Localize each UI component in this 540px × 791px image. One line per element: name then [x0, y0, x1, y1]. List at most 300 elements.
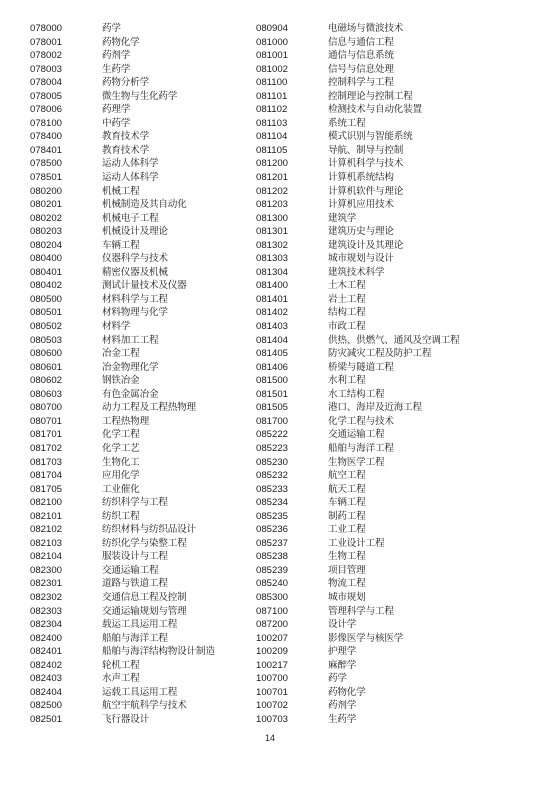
program-name: 项目管理 — [328, 564, 366, 576]
program-row — [30, 103, 215, 117]
program-name: 城市规划 — [328, 591, 366, 603]
program-code: 080603 — [30, 388, 63, 400]
program-code: 085238 — [256, 551, 289, 563]
program-row — [30, 713, 215, 727]
program-name: 建筑历史与理论 — [328, 226, 394, 238]
program-code: 078001 — [30, 36, 63, 48]
program-code: 078006 — [30, 104, 63, 116]
program-row — [256, 63, 460, 77]
program-code: 081104 — [256, 131, 288, 143]
program-row — [30, 428, 215, 442]
program-code: 081401 — [256, 293, 289, 305]
program-code: 080502 — [30, 321, 63, 333]
program-code: 081505 — [256, 402, 289, 414]
program-code: 078005 — [30, 90, 63, 102]
program-code: 081405 — [256, 348, 289, 360]
program-row — [30, 334, 215, 348]
program-name: 计算机应用技术 — [328, 199, 394, 211]
program-name: 桥梁与隧道工程 — [328, 361, 394, 373]
program-name: 药剂学 — [102, 50, 131, 62]
program-code: 080401 — [30, 266, 63, 278]
program-code: 078004 — [30, 77, 63, 89]
program-code: 078100 — [30, 117, 63, 129]
program-name: 生药学 — [328, 713, 357, 725]
program-code: 085223 — [256, 442, 289, 454]
program-name: 道路与铁道工程 — [102, 578, 168, 590]
program-name: 建筑技术科学 — [328, 266, 385, 278]
program-row — [30, 212, 215, 226]
program-code: 080700 — [30, 402, 63, 414]
program-name: 运动人体科学 — [102, 172, 159, 184]
program-code: 082401 — [30, 646, 63, 658]
program-name: 机械制造及其自动化 — [102, 199, 187, 211]
program-code: 081700 — [256, 415, 289, 427]
program-row — [30, 76, 215, 90]
program-code: 080601 — [30, 361, 63, 373]
program-code: 087100 — [256, 605, 289, 617]
program-code: 081403 — [256, 321, 289, 333]
program-code: 085300 — [256, 591, 289, 603]
program-row — [30, 22, 215, 36]
program-row — [256, 428, 460, 442]
program-name: 仪器科学与技术 — [102, 253, 168, 265]
program-code: 078401 — [30, 144, 63, 156]
program-name: 中药学 — [102, 117, 131, 129]
program-row — [256, 185, 460, 199]
program-code: 080203 — [30, 226, 63, 238]
program-row — [256, 76, 460, 90]
program-code: 081702 — [30, 442, 63, 454]
program-name: 载运工具运用工程 — [102, 619, 178, 631]
program-row — [256, 347, 460, 361]
program-row — [256, 415, 460, 429]
program-code: 081002 — [256, 63, 289, 75]
program-row — [30, 361, 215, 375]
program-name: 冶金工程 — [102, 348, 140, 360]
program-row — [256, 252, 460, 266]
program-row — [30, 456, 215, 470]
program-row — [30, 266, 215, 280]
program-name: 机械电子工程 — [102, 212, 159, 224]
program-name: 船舶与海洋结构物设计制造 — [102, 646, 215, 658]
program-code: 082100 — [30, 497, 63, 509]
program-name: 测试计量技术及仪器 — [102, 280, 187, 292]
program-code: 080600 — [30, 348, 63, 360]
program-row — [256, 442, 460, 456]
program-name: 药学 — [102, 23, 121, 34]
program-name: 交通信息工程及控制 — [102, 591, 187, 603]
program-row — [256, 212, 460, 226]
program-row — [30, 645, 215, 659]
program-code: 082402 — [30, 659, 63, 671]
right-program-list — [256, 22, 460, 726]
program-row — [30, 185, 215, 199]
program-name: 建筑学 — [328, 212, 357, 224]
page-number: 14 — [264, 733, 275, 743]
program-row — [256, 90, 460, 104]
program-code: 080202 — [30, 212, 63, 224]
program-row — [256, 144, 460, 158]
program-code: 081201 — [256, 172, 289, 184]
program-row — [256, 469, 460, 483]
program-name: 船舶与海洋工程 — [102, 632, 168, 644]
program-row — [30, 401, 215, 415]
program-name: 计算机软件与理论 — [328, 185, 404, 197]
program-row — [256, 157, 460, 171]
program-row — [30, 591, 215, 605]
program-row — [30, 225, 215, 239]
program-code: 080204 — [30, 239, 63, 251]
program-row — [256, 198, 460, 212]
program-row — [30, 388, 215, 402]
program-name: 机械设计及理论 — [102, 226, 168, 238]
program-row — [30, 293, 215, 307]
program-name: 工程热物理 — [102, 415, 149, 427]
program-row — [256, 686, 460, 700]
program-row — [256, 618, 460, 632]
program-row — [256, 537, 460, 551]
program-row — [256, 36, 460, 50]
program-row — [256, 672, 460, 686]
program-name: 水工结构工程 — [328, 388, 385, 400]
program-row — [256, 577, 460, 591]
program-row — [256, 699, 460, 713]
program-name: 系统工程 — [328, 117, 366, 129]
program-code: 085239 — [256, 564, 289, 576]
program-code: 081704 — [30, 470, 63, 482]
program-name: 航空工程 — [328, 470, 366, 482]
program-name: 供热、供燃气、通风及空调工程 — [328, 334, 460, 346]
program-row — [30, 550, 215, 564]
program-name: 港口、海岸及近海工程 — [328, 402, 422, 414]
program-code: 080201 — [30, 199, 63, 211]
program-code: 080503 — [30, 334, 63, 346]
program-code: 085230 — [256, 456, 289, 468]
program-row — [256, 645, 460, 659]
program-code: 081301 — [256, 226, 289, 238]
program-code: 081200 — [256, 158, 289, 170]
program-name: 药物化学 — [102, 36, 140, 48]
left-program-list — [30, 22, 215, 726]
program-code: 082400 — [30, 632, 63, 644]
program-row — [256, 334, 460, 348]
program-name: 动力工程及工程热物理 — [102, 402, 196, 414]
program-name: 防灾减灾工程及防护工程 — [328, 348, 432, 360]
program-row — [30, 510, 215, 524]
program-row — [30, 632, 215, 646]
program-name: 化学工艺 — [102, 442, 140, 454]
program-code: 082103 — [30, 537, 63, 549]
program-name: 工业催化 — [102, 483, 140, 495]
program-name: 水利工程 — [328, 375, 366, 387]
program-name: 计算机科学与技术 — [328, 158, 404, 170]
program-code: 082404 — [30, 686, 63, 698]
program-name: 微生物与生化药学 — [102, 90, 178, 102]
program-name: 运动人体科学 — [102, 158, 159, 170]
program-name: 结构工程 — [328, 307, 366, 319]
program-row — [256, 632, 460, 646]
program-name: 麻醉学 — [328, 659, 357, 671]
program-code: 081500 — [256, 375, 289, 387]
program-code: 080701 — [30, 415, 63, 427]
program-code: 085222 — [256, 429, 289, 441]
program-code: 081402 — [256, 307, 289, 319]
program-row — [256, 306, 460, 320]
program-row — [256, 550, 460, 564]
program-name: 工业设计工程 — [328, 537, 385, 549]
program-code: 081701 — [30, 429, 63, 441]
program-code: 100701 — [256, 686, 289, 698]
program-name: 有色金属冶金 — [102, 388, 159, 400]
program-name: 生药学 — [102, 63, 131, 75]
program-row — [256, 401, 460, 415]
program-code: 080402 — [30, 280, 63, 292]
program-code: 081103 — [256, 117, 288, 129]
program-row — [256, 564, 460, 578]
program-row — [30, 659, 215, 673]
program-name: 建筑设计及其理论 — [328, 239, 404, 251]
program-row — [256, 171, 460, 185]
program-name: 药物分析学 — [102, 77, 149, 89]
program-name: 材料学 — [102, 321, 131, 333]
program-code: 081000 — [256, 36, 289, 48]
program-row — [256, 239, 460, 253]
program-code: 082303 — [30, 605, 63, 617]
program-row — [30, 63, 215, 77]
program-code: 081203 — [256, 199, 289, 211]
program-name: 船舶与海洋工程 — [328, 442, 394, 454]
program-name: 生物化工 — [102, 456, 140, 468]
program-name: 飞行器设计 — [102, 713, 149, 725]
program-name: 纺织材料与纺织品设计 — [102, 524, 196, 536]
program-name: 模式识别与智能系统 — [328, 131, 413, 143]
program-code: 078000 — [30, 23, 63, 34]
program-code: 085236 — [256, 524, 289, 536]
program-name: 生物医学工程 — [328, 456, 385, 468]
program-name: 应用化学 — [102, 470, 140, 482]
program-row — [256, 225, 460, 239]
program-name: 护理学 — [328, 646, 357, 658]
program-name: 通信与信息系统 — [328, 50, 394, 62]
program-row — [30, 483, 215, 497]
program-name: 机械工程 — [102, 185, 140, 197]
program-code: 085234 — [256, 497, 289, 509]
program-row — [256, 713, 460, 727]
program-code: 085232 — [256, 470, 289, 482]
program-row — [30, 171, 215, 185]
program-name: 材料科学与工程 — [102, 293, 168, 305]
program-name: 计算机系统结构 — [328, 172, 394, 184]
program-name: 交通运输规划与管理 — [102, 605, 187, 617]
program-row — [256, 279, 460, 293]
program-row — [30, 252, 215, 266]
program-name: 信号与信息处理 — [328, 63, 394, 75]
program-row — [30, 49, 215, 63]
program-code: 081703 — [30, 456, 63, 468]
program-code: 078002 — [30, 50, 63, 62]
program-name: 材料物理与化学 — [102, 307, 168, 319]
program-name: 轮机工程 — [102, 659, 140, 671]
program-code: 080500 — [30, 293, 63, 305]
program-name: 教育技术学 — [102, 131, 149, 143]
program-name: 市政工程 — [328, 321, 366, 333]
program-row — [256, 22, 460, 36]
program-code: 080200 — [30, 185, 63, 197]
program-name: 生物工程 — [328, 551, 366, 563]
program-name: 钢铁冶金 — [102, 375, 140, 387]
program-row — [30, 686, 215, 700]
program-row — [256, 523, 460, 537]
program-name: 教育技术学 — [102, 144, 149, 156]
program-code: 082501 — [30, 713, 63, 725]
program-name: 材料加工工程 — [102, 334, 159, 346]
program-row — [30, 374, 215, 388]
program-code: 082101 — [30, 510, 63, 522]
program-code: 081406 — [256, 361, 289, 373]
program-code: 081705 — [30, 483, 63, 495]
program-row — [30, 523, 215, 537]
program-name: 冶金物理化学 — [102, 361, 159, 373]
program-code: 085240 — [256, 578, 289, 590]
program-name: 纺织化学与染整工程 — [102, 537, 187, 549]
program-row — [30, 537, 215, 551]
program-code: 081501 — [256, 388, 289, 400]
program-code: 082304 — [30, 619, 63, 631]
program-name: 纺织科学与工程 — [102, 497, 168, 509]
program-row — [30, 36, 215, 50]
program-code: 082403 — [30, 673, 63, 685]
program-code: 078400 — [30, 131, 63, 143]
program-row — [30, 347, 215, 361]
program-row — [30, 130, 215, 144]
program-row — [256, 103, 460, 117]
program-name: 电磁场与微波技术 — [328, 23, 404, 34]
program-code: 100207 — [256, 632, 289, 644]
program-code: 080602 — [30, 375, 63, 387]
program-row — [30, 90, 215, 104]
program-code: 081102 — [256, 104, 288, 116]
program-name: 药理学 — [102, 104, 131, 116]
program-code: 085237 — [256, 537, 289, 549]
program-row — [256, 605, 460, 619]
program-code: 082500 — [30, 700, 63, 712]
program-name: 交通运输工程 — [328, 429, 385, 441]
program-name: 药剂学 — [328, 700, 357, 712]
program-name: 药物化学 — [328, 686, 366, 698]
program-code: 080904 — [256, 23, 289, 34]
program-row — [30, 469, 215, 483]
program-row — [30, 117, 215, 131]
program-name: 土木工程 — [328, 280, 366, 292]
program-row — [256, 361, 460, 375]
program-row — [256, 320, 460, 334]
program-row — [256, 293, 460, 307]
program-row — [30, 306, 215, 320]
program-name: 设计学 — [328, 619, 357, 631]
program-row — [256, 510, 460, 524]
program-code: 081105 — [256, 144, 288, 156]
program-name: 航天工程 — [328, 483, 366, 495]
program-row — [256, 266, 460, 280]
program-row — [30, 415, 215, 429]
program-name: 影像医学与核医学 — [328, 632, 404, 644]
program-code: 081404 — [256, 334, 289, 346]
program-code: 081304 — [256, 266, 289, 278]
program-row — [30, 239, 215, 253]
program-row — [256, 496, 460, 510]
program-code: 081303 — [256, 253, 289, 265]
program-code: 082104 — [30, 551, 63, 563]
program-name: 药学 — [328, 673, 347, 685]
program-name: 化学工程 — [102, 429, 140, 441]
program-code: 081202 — [256, 185, 289, 197]
program-code: 085233 — [256, 483, 289, 495]
program-row — [30, 699, 215, 713]
program-code: 078003 — [30, 63, 63, 75]
program-row — [256, 374, 460, 388]
program-code: 081001 — [256, 50, 289, 62]
program-name: 纺织工程 — [102, 510, 140, 522]
program-row — [256, 659, 460, 673]
program-row — [256, 388, 460, 402]
program-row — [30, 672, 215, 686]
program-name: 服装设计与工程 — [102, 551, 168, 563]
program-code: 085235 — [256, 510, 289, 522]
program-row — [30, 577, 215, 591]
program-name: 化学工程与技术 — [328, 415, 394, 427]
program-name: 导航、制导与控制 — [328, 144, 404, 156]
program-name: 车辆工程 — [102, 239, 140, 251]
program-code: 100217 — [256, 659, 289, 671]
program-code: 100700 — [256, 673, 289, 685]
program-code: 081300 — [256, 212, 289, 224]
program-row — [256, 130, 460, 144]
program-row — [30, 157, 215, 171]
program-code: 081100 — [256, 77, 288, 89]
program-name: 城市规划与设计 — [328, 253, 394, 265]
program-row — [30, 144, 215, 158]
program-code: 087200 — [256, 619, 289, 631]
program-row — [30, 320, 215, 334]
program-name: 航空宇航科学与技术 — [102, 700, 187, 712]
program-row — [30, 564, 215, 578]
program-code: 080400 — [30, 253, 63, 265]
program-row — [256, 483, 460, 497]
program-name: 管理科学与工程 — [328, 605, 394, 617]
program-row — [256, 591, 460, 605]
program-code: 100703 — [256, 713, 289, 725]
program-row — [30, 618, 215, 632]
program-name: 车辆工程 — [328, 497, 366, 509]
program-code: 078501 — [30, 172, 63, 184]
program-name: 物流工程 — [328, 578, 366, 590]
program-row — [256, 117, 460, 131]
program-name: 控制科学与工程 — [328, 77, 394, 89]
program-name: 精密仪器及机械 — [102, 266, 168, 278]
program-name: 制药工程 — [328, 510, 366, 522]
program-row — [30, 496, 215, 510]
program-row — [30, 442, 215, 456]
program-code: 100702 — [256, 700, 289, 712]
program-code: 078500 — [30, 158, 63, 170]
program-row — [30, 605, 215, 619]
program-name: 交通运输工程 — [102, 564, 159, 576]
program-code: 082301 — [30, 578, 63, 590]
program-code: 081101 — [256, 90, 288, 102]
program-row — [30, 198, 215, 212]
program-name: 工业工程 — [328, 524, 366, 536]
program-row — [256, 456, 460, 470]
